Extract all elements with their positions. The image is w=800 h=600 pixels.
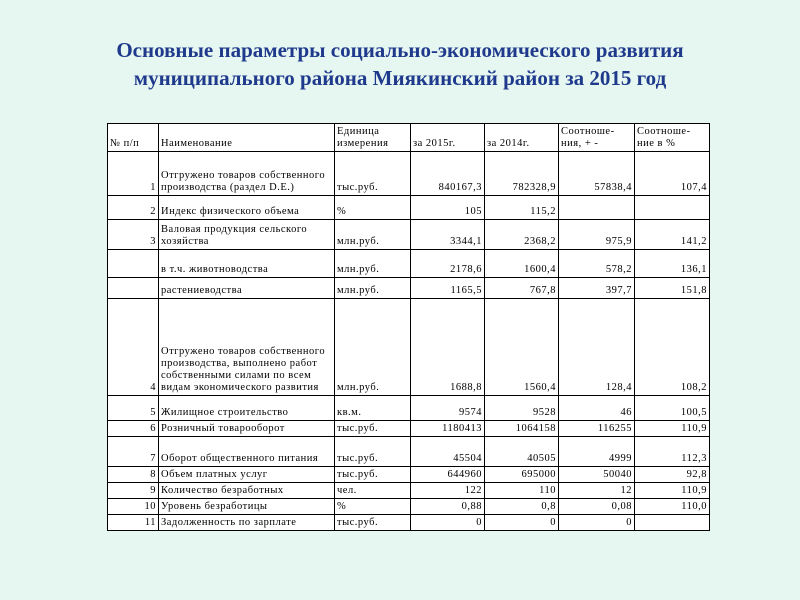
row-unit: чел. [335, 483, 411, 499]
table-row [108, 421, 710, 437]
row-value-2015: 45504 [411, 437, 485, 467]
header-2014: за 2014г. [485, 124, 559, 152]
row-diff: 975,9 [559, 220, 635, 250]
row-name: Уровень безработицы [159, 499, 335, 515]
table-row [108, 220, 710, 250]
row-unit: млн.руб. [335, 250, 411, 278]
row-unit: млн.руб. [335, 220, 411, 250]
row-num: 6 [108, 421, 159, 437]
row-num [108, 250, 159, 278]
row-value-2014: 1560,4 [485, 299, 559, 396]
row-num: 11 [108, 515, 159, 531]
row-value-2015: 0 [411, 515, 485, 531]
row-num: 3 [108, 220, 159, 250]
header-percent: Соотноше-ние в % [635, 124, 710, 152]
row-diff: 50040 [559, 467, 635, 483]
row-percent: 110,9 [635, 483, 710, 499]
row-name: Оборот общественного питания [159, 437, 335, 467]
table-row [108, 515, 710, 531]
row-value-2014: 110 [485, 483, 559, 499]
row-value-2014: 0,8 [485, 499, 559, 515]
row-unit: тыс.руб. [335, 437, 411, 467]
row-value-2014: 1600,4 [485, 250, 559, 278]
row-value-2014: 695000 [485, 467, 559, 483]
row-num: 2 [108, 196, 159, 220]
header-2015: за 2015г. [411, 124, 485, 152]
row-percent: 107,4 [635, 152, 710, 196]
row-unit: % [335, 196, 411, 220]
row-value-2015: 1165,5 [411, 278, 485, 299]
row-num: 9 [108, 483, 159, 499]
row-diff: 578,2 [559, 250, 635, 278]
row-unit: млн.руб. [335, 299, 411, 396]
table-row [108, 437, 710, 467]
row-diff [559, 196, 635, 220]
table-row [108, 152, 710, 196]
table-row [108, 467, 710, 483]
row-percent: 112,3 [635, 437, 710, 467]
row-value-2015: 105 [411, 196, 485, 220]
row-value-2015: 1688,8 [411, 299, 485, 396]
row-value-2014: 40505 [485, 437, 559, 467]
row-diff: 0,08 [559, 499, 635, 515]
row-percent: 92,8 [635, 467, 710, 483]
header-diff: Соотноше-ния, + - [559, 124, 635, 152]
row-num: 4 [108, 299, 159, 396]
row-unit: тыс.руб. [335, 467, 411, 483]
row-value-2015: 1180413 [411, 421, 485, 437]
row-unit: тыс.руб. [335, 152, 411, 196]
row-value-2015: 9574 [411, 396, 485, 421]
row-value-2015: 644960 [411, 467, 485, 483]
table-row [108, 396, 710, 421]
row-unit: млн.руб. [335, 278, 411, 299]
row-name: Количество безработных [159, 483, 335, 499]
row-name: Жилищное строительство [159, 396, 335, 421]
table-row [108, 196, 710, 220]
table-row [108, 250, 710, 278]
row-num: 1 [108, 152, 159, 196]
table-row [108, 499, 710, 515]
row-value-2015: 840167,3 [411, 152, 485, 196]
row-num: 10 [108, 499, 159, 515]
row-value-2014: 9528 [485, 396, 559, 421]
row-diff: 128,4 [559, 299, 635, 396]
row-diff: 46 [559, 396, 635, 421]
row-percent: 100,5 [635, 396, 710, 421]
parameters-table [107, 123, 710, 531]
row-value-2015: 122 [411, 483, 485, 499]
table-header-row [108, 124, 710, 152]
row-name: Отгружено товаров собственного производства, выполнено работ собственными силами по всем видам экономического развития [159, 299, 335, 396]
row-value-2014: 0 [485, 515, 559, 531]
row-value-2015: 3344,1 [411, 220, 485, 250]
header-name: Наименование [159, 124, 335, 152]
table-row [108, 483, 710, 499]
row-value-2014: 2368,2 [485, 220, 559, 250]
row-diff: 0 [559, 515, 635, 531]
row-diff: 57838,4 [559, 152, 635, 196]
row-value-2014: 767,8 [485, 278, 559, 299]
row-name: Розничный товарооборот [159, 421, 335, 437]
row-value-2015: 0,88 [411, 499, 485, 515]
row-num: 5 [108, 396, 159, 421]
row-value-2014: 1064158 [485, 421, 559, 437]
table-row [108, 278, 710, 299]
row-diff: 4999 [559, 437, 635, 467]
row-name: Задолженность по зарплате [159, 515, 335, 531]
row-num [108, 278, 159, 299]
row-diff: 397,7 [559, 278, 635, 299]
header-num: № п/п [108, 124, 159, 152]
row-unit: кв.м. [335, 396, 411, 421]
row-num: 8 [108, 467, 159, 483]
row-diff: 116255 [559, 421, 635, 437]
row-percent: 110,9 [635, 421, 710, 437]
row-value-2014: 115,2 [485, 196, 559, 220]
row-value-2014: 782328,9 [485, 152, 559, 196]
row-name: растениеводства [159, 278, 335, 299]
row-unit: тыс.руб. [335, 421, 411, 437]
row-value-2015: 2178,6 [411, 250, 485, 278]
row-percent: 136,1 [635, 250, 710, 278]
table-row [108, 299, 710, 396]
row-name: Объем платных услуг [159, 467, 335, 483]
title-line-2: муниципального района Миякинский район за 2015 год [133, 66, 667, 90]
row-percent [635, 515, 710, 531]
row-unit: % [335, 499, 411, 515]
row-percent: 151,8 [635, 278, 710, 299]
row-name: Валовая продукция сельского хозяйства [159, 220, 335, 250]
row-percent: 110,0 [635, 499, 710, 515]
row-unit: тыс.руб. [335, 515, 411, 531]
row-percent [635, 196, 710, 220]
row-diff: 12 [559, 483, 635, 499]
row-num: 7 [108, 437, 159, 467]
title-line-1: Основные параметры социально-экономического развития [116, 38, 684, 62]
page-title [0, 36, 800, 92]
row-name: Индекс физического объема [159, 196, 335, 220]
row-name: в т.ч. животноводства [159, 250, 335, 278]
header-unit: Единица измерения [335, 124, 411, 152]
row-percent: 141,2 [635, 220, 710, 250]
row-percent: 108,2 [635, 299, 710, 396]
row-name: Отгружено товаров собственного производства (раздел D.E.) [159, 152, 335, 196]
